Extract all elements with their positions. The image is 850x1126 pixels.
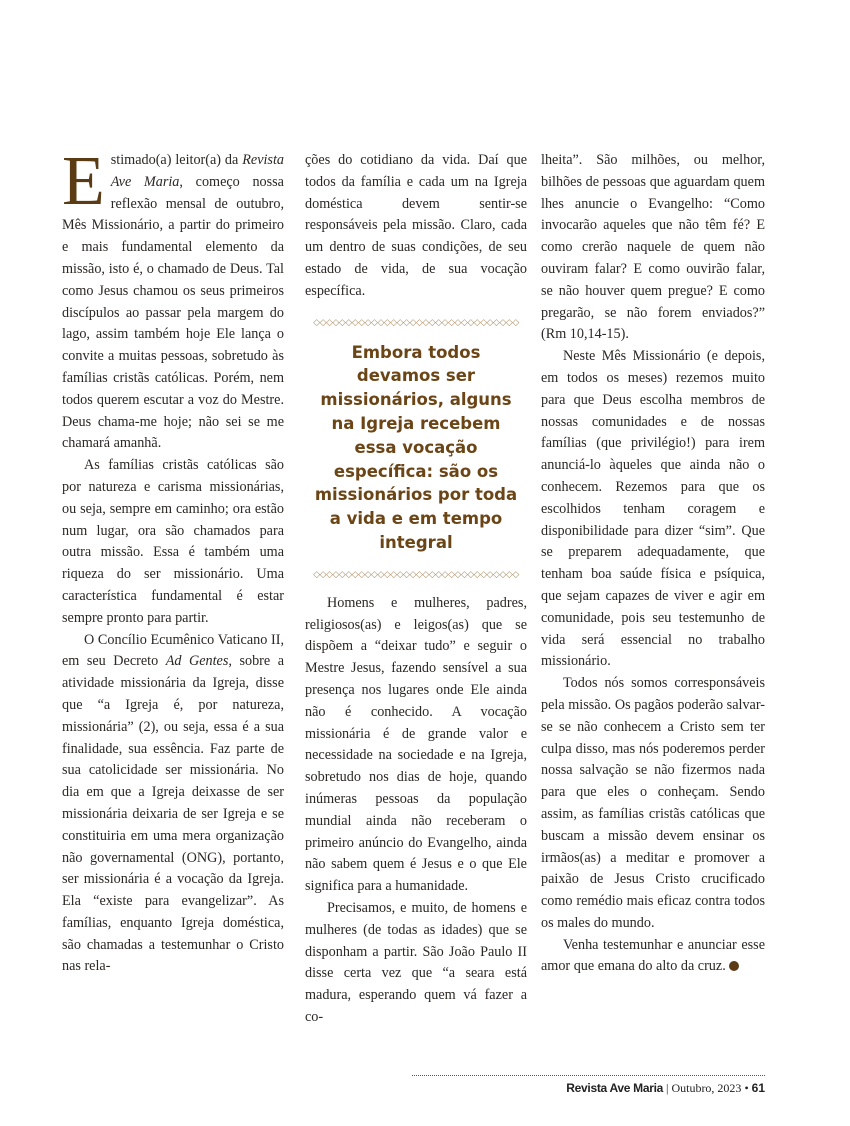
article-column-2 xyxy=(305,150,527,1029)
footer-date: Outubro, 2023 xyxy=(671,1081,742,1095)
paragraph-closing xyxy=(541,935,765,979)
article-column-1 xyxy=(62,143,284,978)
paragraph: Precisamos, e muito, de homens e mulheres (de todas as idades) que se disponham a partir. São João Paulo II disse certa vez que “a seara está madura, esperando quem vá fazer a co- xyxy=(305,899,527,1025)
paragraph: Todos nós somos corresponsáveis pela missão. Os pagãos poderão salvar-se se não conhecem a Cristo sem ter culpa disso, mas nós poderemos perder nossa salvação se não fizermos nada para que eles o conheçam. Sendo assim, as famílias cristãs católicas que buscam a missão devem ensinar os irmãos(as) a meditar e promover a paixão de Jesus Cristo crucificado como remédio mais eficaz contra todos os males do mundo. xyxy=(541,675,765,931)
paragraph: Homens e mulheres, padres, religiosos(as) e leigos(as) que se dispõem a “deixar tudo” e seguir o Mestre Jesus, fazendo sensível a sua presença nos lugares onde Ele ainda não é conhecido. A vocação missionária é de grande valor e necessidade na sociedade e na Igreja, sobretudo nos dias de hoje, quando inúmeras pessoas da população mundial ainda não receberam o primeiro anúncio do Evangelho, ainda não sabem quem é Jesus e o que Ele significa para a humanidade. xyxy=(305,594,527,895)
page-footer xyxy=(566,1081,765,1096)
paragraph: lheita”. São milhões, ou melhor, bilhões de pessoas que aguardam quem lhes anuncie o Evangelho: “Como invocarão aqueles que não têm fé? E como crerão naquele de quem não ouviram falar? E como ouvirão falar, se não houver quem pregue? E como pregarão, se não forem enviados?” (Rm 10,14-15). xyxy=(541,152,765,343)
page-number: 61 xyxy=(751,1081,765,1095)
text: O Concílio Ecumênico Vaticano II, em seu Decreto xyxy=(62,631,284,670)
pull-quote: Embora todos devamos ser missionários, alguns na Igreja recebem essa vocação específica: são os missionários por toda a vida e em tempo integral xyxy=(314,342,518,552)
text: Venha testemunhar e anunciar esse amor que emana do alto da cruz. xyxy=(541,936,765,975)
footer-separator: | xyxy=(663,1081,672,1095)
footer-magazine-name: Revista Ave Maria xyxy=(566,1081,664,1095)
text: , sobre a atividade missionária da Igreja, disse que “a Igreja é, por natureza, missionária” (2), ou seja, essa é a sua finalidade, sua essência. Faz parte de sua catolicidade ser missionária. No dia em que a Igreja deixasse de ser missionária deixaria de ser Igreja e se constituiria em uma mera organização não governamental (ONG), portanto, ser missionária é a vocação da Igreja. Ela “existe para evangelizar”. As famílias, enquanto Igreja doméstica, são chamadas a testemunhar o Cristo nas rela- xyxy=(62,653,284,975)
ornamental-divider-top: ◇◇◇◇◇◇◇◇◇◇◇◇◇◇◇◇◇◇◇◇◇◇◇◇◇◇◇◇◇◇◇◇ xyxy=(313,316,519,327)
ornamental-divider-bottom: ◇◇◇◇◇◇◇◇◇◇◇◇◇◇◇◇◇◇◇◇◇◇◇◇◇◇◇◇◇◇◇◇ xyxy=(313,568,519,579)
text: stimado(a) leitor(a) da xyxy=(110,152,243,168)
drop-cap: E xyxy=(62,143,105,220)
end-of-article-bullet-icon xyxy=(729,961,739,971)
paragraph: As famílias cristãs católicas são por natureza e carisma missionárias, ou seja, sempre em caminho; ora estão num lugar, ora são chamados para outra missão. Essa é também uma riqueza do ser missionário. Uma característica fundamental é estar sempre pronto para partir. xyxy=(62,457,284,626)
paragraph xyxy=(62,630,284,979)
document-title-italic: Ad Gentes xyxy=(165,653,229,670)
article-column-3 xyxy=(541,150,765,978)
magazine-name-italic: Revista Ave Maria xyxy=(110,152,284,190)
paragraph: ções do cotidiano da vida. Daí que todos da família e cada um na Igreja doméstica devem sentir-se responsáveis pela missão. Claro, cada um dentro de suas condições, de seu estado de vida, de sua vocação específica. xyxy=(305,152,527,299)
paragraph-intro xyxy=(62,143,284,455)
text: , começo nossa reflexão mensal de outubro, Mês Missionário, a partir do primeiro e mais fundamental elemento da missão, isto é, o chamado de Deus. Tal como Jesus chamou os seus primeiros discípulos ao passar pela margem do lago, assim também hoje Ele lança o convite a muitas pessoas, sobretudo às famílias cristãs católicas. Porém, nem todos querem escutar a voz do Mestre. Deus chama-me hoje; não sei se me chamará amanhã. xyxy=(62,173,284,452)
paragraph: Neste Mês Missionário (e depois, em todos os meses) rezemos muito para que Deus escolha membros de nossas comunidades e de nossas famílias (que privilégio!) para irem anunciá-lo àqueles que ainda não o conhecem. Rezemos para que os escolhidos tenham coragem e disponibilidade para dizer “sim”. Que se preparem adequadamente, que tenham boa saúde física e psíquica, que sejam capazes de viver e agir em comunidade, pois seu testemunho de vida será essencial no trabalho missionário. xyxy=(541,348,765,670)
footer-dotted-rule xyxy=(412,1075,765,1076)
footer-bullet: • xyxy=(741,1081,752,1095)
